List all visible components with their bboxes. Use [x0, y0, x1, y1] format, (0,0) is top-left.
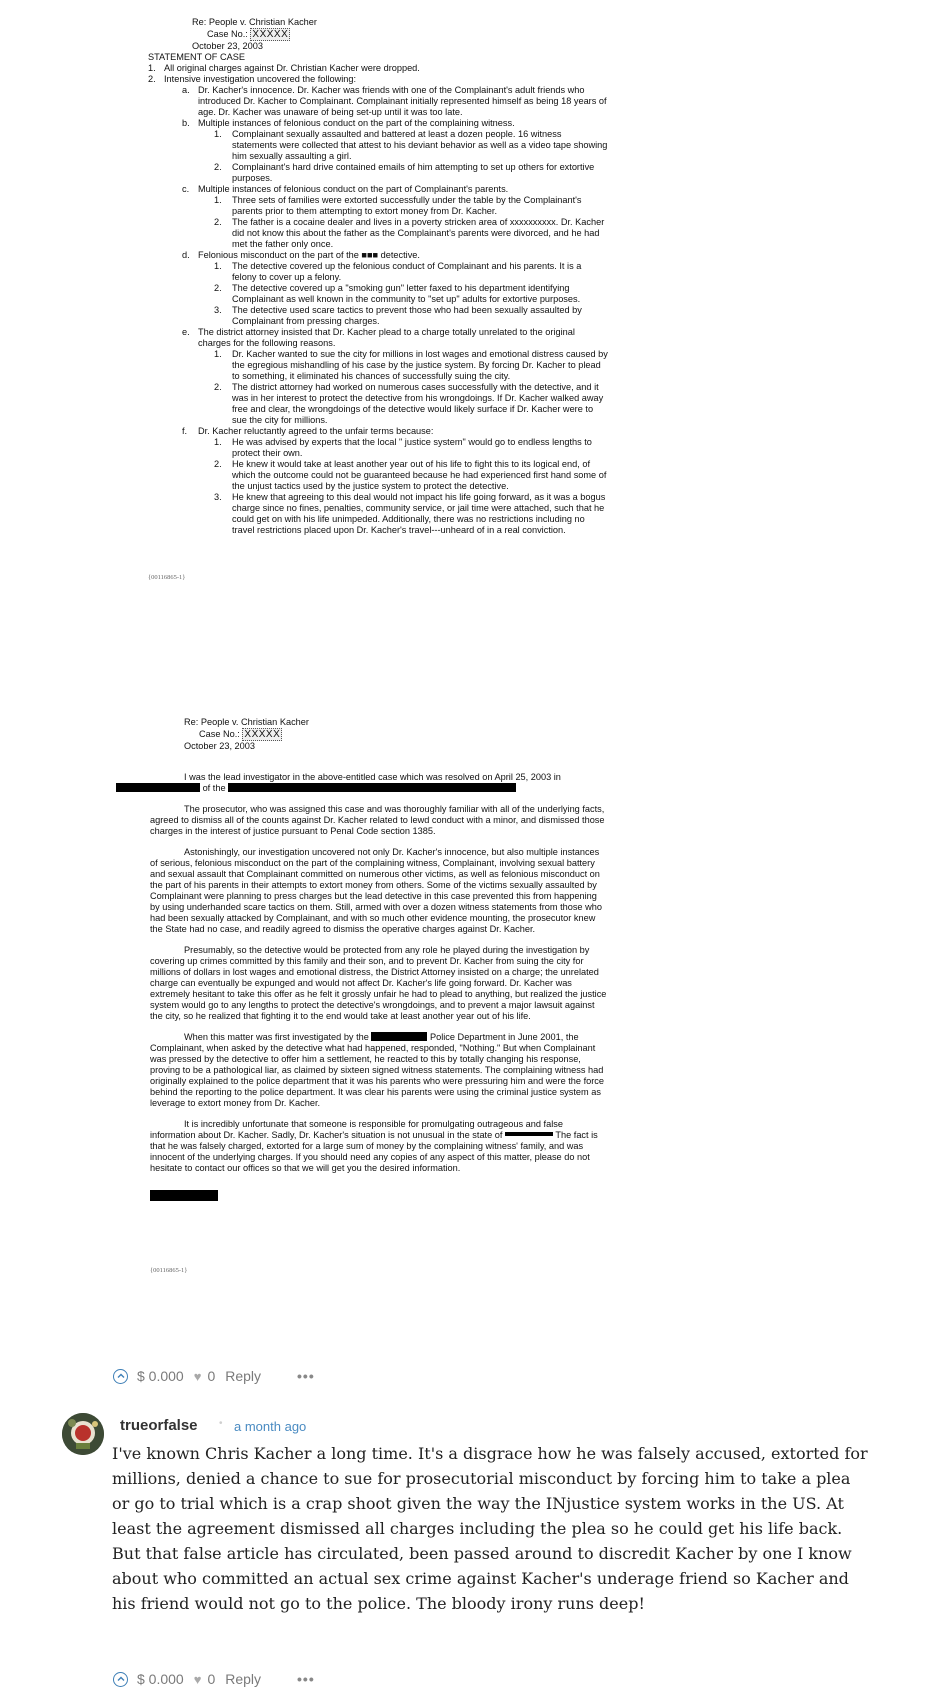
doc2-date: October 23, 2003	[184, 741, 255, 751]
statement-item	[148, 426, 608, 437]
like-count: 0	[207, 1671, 216, 1687]
item-text: All original charges against Dr. Christian Kacher were dropped.	[164, 63, 420, 73]
reply-button[interactable]: Reply	[225, 1368, 262, 1384]
statement-item	[148, 129, 608, 162]
chevron-up-icon[interactable]	[113, 1672, 128, 1687]
item-marker: a.	[182, 85, 190, 95]
payout-amount: $ 0.000	[137, 1368, 184, 1384]
item-marker: e.	[182, 327, 190, 337]
doc2-paragraph-5: When this matter was first investigated by the Police Department in June 2001, the Complainant, when asked by the detective what had happened, responded, "Nothing." But when Complainant was pressed by the detective to offer him a settlement, he reacted to this by totally changing his response, proving to be a pathological liar, as claimed by sixteen signed witness statements. The complaining witness had originally explained to the police department that it was his parents who were pressuring him and were the force behind the reporting to the police department. It was clear his parents were using the criminal justice system as leverage to extort money from Dr. Kacher.	[150, 1032, 605, 1108]
statement-item	[148, 382, 608, 426]
item-marker: 1.	[214, 129, 222, 139]
item-marker: 1.	[214, 349, 222, 359]
statement-item	[148, 327, 608, 349]
item-marker: 1.	[214, 437, 222, 447]
item-marker: 1.	[148, 63, 156, 73]
item-text: The detective covered up the felonious conduct of Complainant and his parents. It is a felony to cover up a felony.	[232, 261, 582, 282]
doc-case-line: Case No.: XXXXX	[207, 29, 289, 40]
item-marker: 2.	[214, 283, 222, 293]
redacted-case-number: XXXXX	[244, 729, 281, 740]
statement-item	[148, 261, 608, 283]
item-marker: d.	[182, 250, 190, 260]
redaction-bar	[116, 783, 200, 792]
statement-item	[148, 305, 608, 327]
statement-item	[148, 250, 608, 261]
statement-item	[148, 217, 608, 250]
statement-item	[148, 118, 608, 129]
redaction-scribble	[505, 1132, 553, 1136]
item-marker: 2.	[148, 74, 156, 84]
item-text: He was advised by experts that the local " justice system" would go to endless lengths to protect their own.	[232, 437, 592, 458]
doc2-footer-tag: {00116865-1}	[150, 1267, 188, 1274]
item-marker: 3.	[214, 492, 222, 502]
item-marker: 1.	[214, 261, 222, 271]
avatar[interactable]	[62, 1413, 104, 1455]
item-text: The detective covered up a "smoking gun" letter faxed to his department identifying Complainant as well known in the community to "set up" adults for extortive purposes.	[232, 283, 581, 304]
chevron-up-icon[interactable]	[113, 1369, 128, 1384]
statement-item	[148, 492, 608, 536]
redacted-signature	[150, 1190, 218, 1201]
item-marker: 1.	[214, 195, 222, 205]
reply-button[interactable]: Reply	[225, 1671, 262, 1687]
item-text: Dr. Kacher's innocence. Dr. Kacher was friends with one of the Complainant's adult friends who introduced Dr. Kacher to Complainant. Complainant initially represented himself as being 18 years of age. Dr. Kacher was unaware of being set-up until it was too late.	[198, 85, 607, 117]
doc-re-line: Re: People v. Christian Kacher	[192, 17, 317, 27]
item-text: The district attorney had worked on numerous cases successfully with the detective, and it was in her interest to protect the detective from his wrongdoings. If Dr. Kacher walked away free and clear, the wrongdoings of the detective would likely surface if Dr. Kacher were to sue the city for millions.	[232, 382, 604, 425]
item-marker: f.	[182, 426, 188, 436]
comment-author[interactable]: trueorfalse	[120, 1417, 198, 1434]
statement-item	[148, 74, 608, 85]
item-text: He knew that agreeing to this deal would not impact his life going forward, as it was a bogus charge since no fines, penalties, community service, or jail time were attached, such that he could get on with his life unimpeded. Additionally, there was no restrictions including no travel restrictions placed upon Dr. Kacher's travel---unheard of in a real conviction.	[232, 492, 606, 535]
item-text: Multiple instances of felonious conduct on the part of the complaining witness.	[198, 118, 515, 128]
item-text: Dr. Kacher reluctantly agreed to the unfair terms because:	[198, 426, 434, 436]
section-title: STATEMENT OF CASE	[148, 52, 245, 62]
comment-body: I've known Chris Kacher a long time. It's a disgrace how he was falsely accused, extorted for millions, denied a chance to sue for prosecutorial misconduct by forcing him to take a plea or go to trial which is a crap shoot given the way the INjustice system works in the US. At least the agreement dismissed all charges including the plea so he could get his life back. But that false article has circulated, been passed around to discredit Kacher by one I know about who committed an actual sex crime against Kacher's underage friend so Kacher and his friend would not go to the police. The bloody irony runs deep!	[112, 1444, 868, 1613]
doc2-paragraph-6: It is incredibly unfortunate that someone is responsible for promulgating outrageous and false information about Dr. Kacher. Sadly, Dr. Kacher's situation is not unusual in the state of The fact is that he was falsely charged, extorted for a large sum of money by the complaining witness' family, and was innocent of the underlying charges. If you should need any copies of any aspect of this matter, please do not hesitate to contact our offices so that we will get you the desired information.	[150, 1119, 598, 1173]
statement-list	[148, 63, 608, 536]
like-count: 0	[207, 1368, 216, 1384]
statement-item	[148, 195, 608, 217]
item-text: The father is a cocaine dealer and lives in a poverty stricken area of xxxxxxxxxx. Dr. Kacher did not know this about the father as the Complainant's parents were divorced, and he had met the father only once.	[232, 217, 605, 249]
comment-timestamp[interactable]: a month ago	[234, 1419, 307, 1434]
doc2-re-line: Re: People v. Christian Kacher	[184, 717, 309, 727]
doc-date: October 23, 2003	[192, 41, 263, 51]
doc2-paragraph-3: Astonishingly, our investigation uncovered not only Dr. Kacher's innocence, but also multiple instances of serious, felonious misconduct on the part of the complaining witness, Complainant, involving sexual battery and sexual assault that Complainant committed on numerous other victims, as well as felonious misconduct on the part of his parents in their attempts to extort money from others. Some of the victims sexually assaulted by Complainant were planning to press charges but the lead detective in this case prevented this from happening by using underhanded scare tactics on them. Still, armed with over a dozen witness statements from those who had been sexually attacked by Complainant, and with so much other evidence mounting, the prosecutor knew the State had no case, and readily agreed to dismiss the operative charges against Dr. Kacher.	[150, 847, 602, 934]
statement-item	[148, 283, 608, 305]
doc2-paragraph-4: Presumably, so the detective would be protected from any role he played during the investigation by covering up crimes committed by this family and their son, and to prevent Dr. Kacher from suing the city for millions of dollars in lost wages and emotional distress, the District Attorney insisted on a charge; the unrelated charge can eventually be expunged and would not affect Dr. Kacher's life going forward. Dr. Kacher was extremely hesitant to take this offer as he felt it grossly unfair he had to plead to anything, but realized the justice system would go to any lengths to protect the detective's wrongdoings, and to prevent a major lawsuit against the city, so he realized that fighting it to the end would take at least another year out of his life.	[150, 945, 607, 1021]
separator-dot: •	[219, 1418, 223, 1429]
item-marker: b.	[182, 118, 190, 128]
doc2-case-line: Case No.: XXXXX	[199, 729, 281, 740]
item-text: The district attorney insisted that Dr. Kacher plead to a charge totally unrelated to the original charges for the following reasons.	[198, 327, 575, 348]
item-marker: 3.	[214, 305, 222, 315]
document-page-1	[148, 17, 608, 583]
statement-item	[148, 63, 608, 74]
item-text: Multiple instances of felonious conduct on the part of Complainant's parents.	[198, 184, 509, 194]
post-actions-bar	[113, 1368, 315, 1384]
statement-item	[148, 162, 608, 184]
item-text: Intensive investigation uncovered the following:	[164, 74, 357, 84]
heart-icon[interactable]: ♥	[193, 1368, 202, 1384]
doc2-paragraph-2: The prosecutor, who was assigned this case and was thoroughly familiar with all of the underlying facts, agreed to dismiss all of the counts against Dr. Kacher related to lewd conduct with a minor, and dismissed those charges in the interest of justice pursuant to Penal Code section 1385.	[150, 804, 605, 836]
item-text: Complainant sexually assaulted and battered at least a dozen people. 16 witness statements were collected that attest to his deviant behavior as well as a video tape showing him sexually assaulting a girl.	[232, 129, 608, 161]
comment-actions-bar	[113, 1671, 315, 1687]
doc2-paragraph-1: I was the lead investigator in the above-entitled case which was resolved on April 25, 2003 in of the	[150, 772, 608, 794]
redaction-bar	[228, 783, 516, 792]
redacted-case-number: XXXXX	[252, 29, 289, 40]
payout-amount: $ 0.000	[137, 1671, 184, 1687]
statement-item	[148, 437, 608, 459]
ellipsis-icon[interactable]: •••	[297, 1671, 315, 1687]
item-text: He knew it would take at least another year out of his life to fight this to its logical end, of which the outcome could not be guaranteed because he had experienced first hand some of the unjust tactics used by the justice system to protect the detective.	[232, 459, 607, 491]
item-marker: 2.	[214, 459, 222, 469]
ellipsis-icon[interactable]: •••	[297, 1368, 315, 1384]
statement-item	[148, 85, 608, 118]
item-marker: c.	[182, 184, 190, 194]
doc-footer-tag: {00116865-1}	[148, 574, 186, 581]
item-text: Three sets of families were extorted successfully under the table by the Complainant's parents prior to them attempting to extort money from Dr. Kacher.	[232, 195, 582, 216]
item-text: Dr. Kacher wanted to sue the city for millions in lost wages and emotional distress caused by the egregious mishandling of his case by the justice system. By forcing Dr. Kacher to plead to something, it eliminated his chances of successfully suing the city.	[232, 349, 608, 381]
item-text: Felonious misconduct on the part of the ■■■ detective.	[198, 250, 420, 260]
item-marker: 2.	[214, 217, 222, 227]
document-page-2	[150, 717, 608, 1276]
item-marker: 2.	[214, 382, 222, 392]
statement-item	[148, 184, 608, 195]
statement-item	[148, 459, 608, 492]
redaction-bar	[371, 1032, 427, 1041]
item-marker: 2.	[214, 162, 222, 172]
heart-icon[interactable]: ♥	[193, 1671, 202, 1687]
item-text: Complainant's hard drive contained emails of him attempting to set up others for extortive purposes.	[232, 162, 595, 183]
statement-item	[148, 349, 608, 382]
item-text: The detective used scare tactics to prevent those who had been sexually assaulted by Complainant from pressing charges.	[232, 305, 582, 326]
